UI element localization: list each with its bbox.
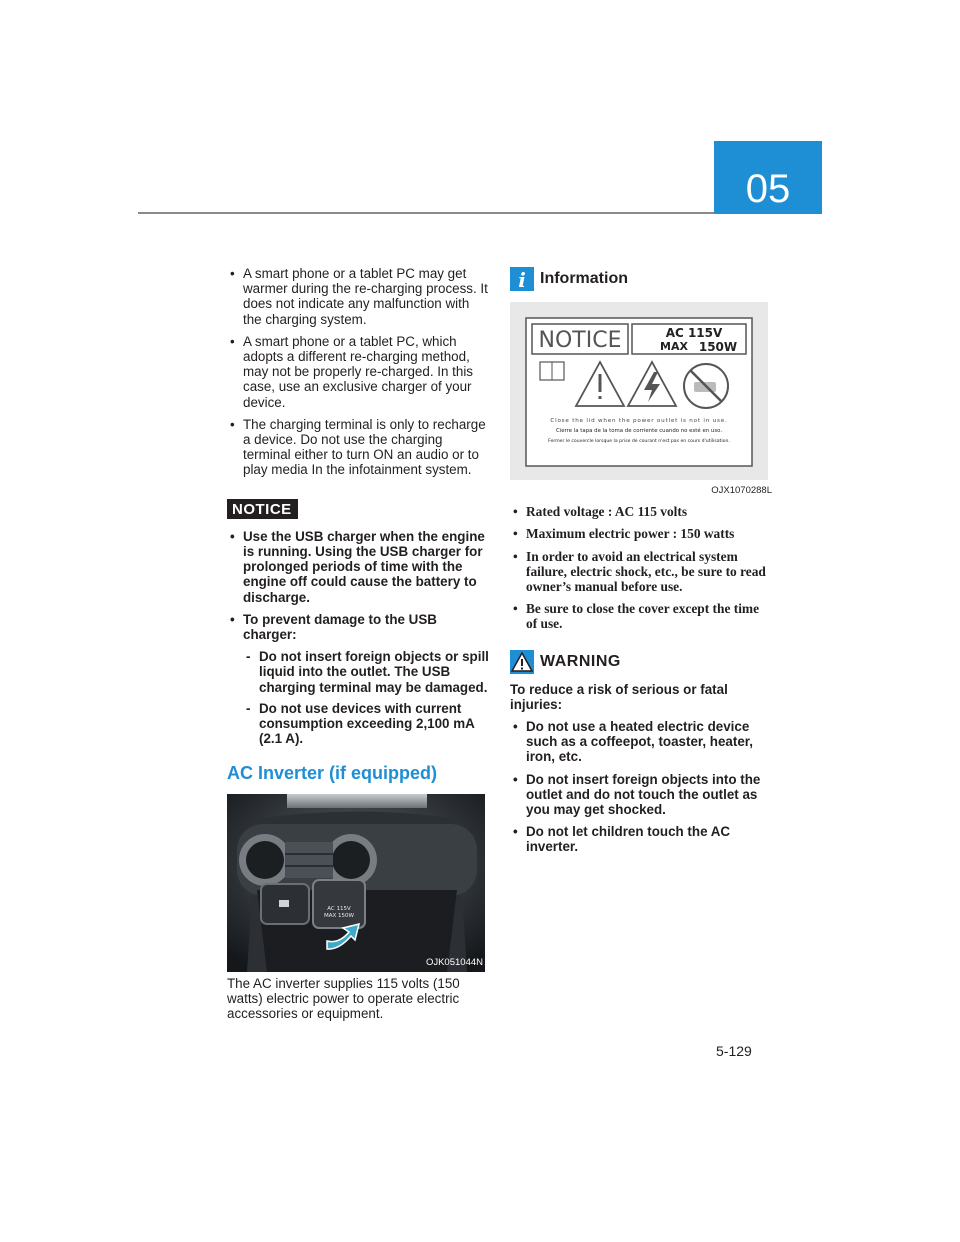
figure-code: OJX1070288L — [711, 485, 772, 496]
list-item: • In order to avoid an electrical system failure, electric shock, etc., be sure to read owner’s manual before use. — [510, 549, 772, 595]
list-item: • Be sure to close the cover except the time of use. — [510, 601, 772, 631]
page-number: 5-129 — [716, 1043, 752, 1059]
label-line-es: Cierre la tapa de la toma de corriente cuando no esté en uso. — [555, 428, 723, 434]
label-line-fr: Fermer le couvercle lorsque la prise de courant n'est pas en cours d'utilisation. — [548, 439, 730, 444]
photo-caption: The AC inverter supplies 115 volts (150 watts) electric power to operate electric accessories or equipment. — [227, 975, 460, 1022]
info-icon: i — [510, 267, 534, 291]
list-item: • Do not let children touch the AC inverter. — [510, 824, 772, 854]
notice-sublist — [243, 649, 489, 746]
list-item: • Do not use a heated electric device such as a coffeepot, toaster, heater, iron, etc. — [510, 719, 772, 765]
list-item: • A smart phone or a tablet PC may get warmer during the re-charging process. It does not indicate any malfunction with the charging system. — [227, 266, 489, 327]
manual-icon — [540, 362, 564, 380]
header-rule — [138, 212, 714, 214]
list-item: • Use the USB charger when the engine is running. Using the USB charger for prolonged periods of time with the engine off could cause the battery to discharge. — [227, 529, 489, 605]
list-item: • The charging terminal is only to recharge a device. Do not use the charging terminal either to turn ON an audio or to play media In the infotainment system. — [227, 417, 489, 478]
photo-code: OJK051044N — [425, 957, 483, 969]
information-title: Information — [540, 270, 628, 288]
list-item — [227, 612, 489, 747]
warning-icon — [510, 650, 534, 674]
information-list — [510, 504, 772, 631]
warning-heading — [510, 650, 772, 674]
console-illustration — [227, 794, 485, 972]
warning-title: WARNING — [540, 653, 621, 671]
charging-notes-list — [227, 266, 489, 478]
sub-list-item: - Do not use devices with current consumption exceeding 2,100 mA (2.1 A). — [243, 701, 489, 747]
label-max-text: MAX — [660, 340, 688, 353]
information-heading — [510, 266, 772, 292]
chapter-tab: 05 — [714, 141, 822, 214]
label-notice-text: NOTICE — [538, 328, 622, 353]
section-title: AC Inverter (if equipped) — [227, 763, 438, 784]
right-column — [510, 266, 772, 862]
ac-inverter-photo — [227, 794, 485, 972]
outlet-label-line1: AC 115V — [327, 905, 351, 912]
list-item: • A smart phone or a tablet PC, which adopts a different re-charging method, may not be properly re-charged. In this case, use an exclusive charger of your device. — [227, 334, 489, 410]
warning-intro: To reduce a risk of serious or fatal injuries: — [510, 681, 728, 712]
notice-list — [227, 529, 489, 747]
left-column — [227, 266, 489, 1021]
list-item: • Maximum electric power : 150 watts — [510, 526, 772, 541]
label-line-en: Close the lid when the power outlet is not in use. — [550, 418, 728, 424]
notice-badge: NOTICE — [227, 499, 298, 519]
list-item: • Rated voltage : AC 115 volts — [510, 504, 772, 519]
warning-list — [510, 719, 772, 855]
label-ac-text: AC 115V — [665, 326, 723, 340]
outlet-label-line2: MAX 150W — [324, 912, 354, 919]
label-watts-text: 150W — [698, 340, 738, 354]
list-item-text: To prevent damage to the USB charger: — [243, 611, 437, 643]
notice-label-illustration — [510, 302, 768, 480]
sub-list-item: - Do not insert foreign objects or spill liquid into the outlet. The USB charging terminal may be damaged. — [243, 649, 489, 695]
list-item: • Do not insert foreign objects into the outlet and do not touch the outlet as you may get shocked. — [510, 772, 772, 818]
notice-label-figure — [510, 302, 768, 480]
